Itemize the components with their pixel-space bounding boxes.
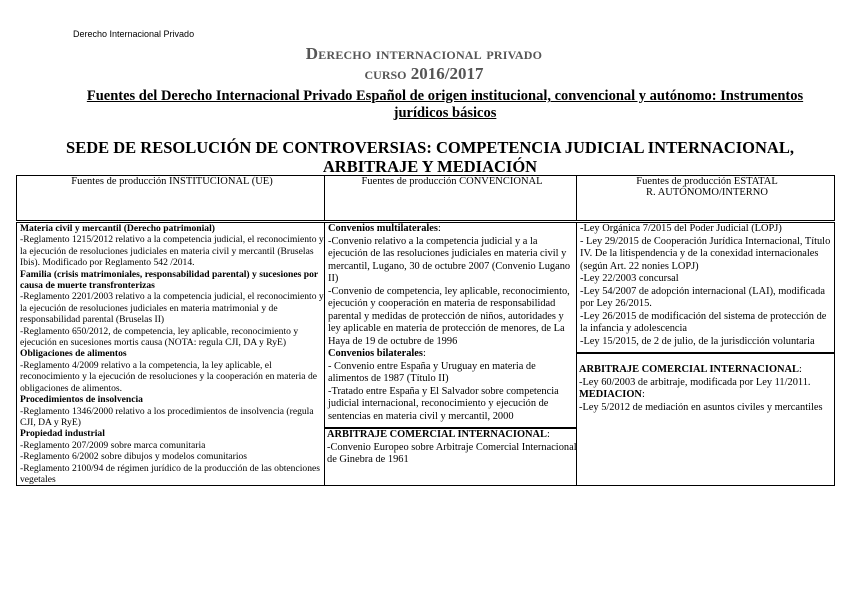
heading-mediacion: MEDIACION — [579, 389, 642, 400]
table-header-row — [17, 176, 835, 222]
list-item: -Ley Orgánica 7/2015 del Poder Judicial (LOPJ) — [580, 223, 782, 234]
list-item: -Reglamento 2100/94 de régimen jurídico de la producción de las obtenciones vegetales — [20, 462, 320, 485]
list-item: - Ley 29/2015 de Cooperación Jurídica Internacional, Título IV. De la litispendencia y de la conexidad internacionales (según Art. 22 nonies LOPJ) — [580, 235, 831, 272]
list-item: -Reglamento 1346/2000 relativo a los procedimientos de insolvencia (regula CJI, DA y RyE) — [20, 405, 314, 428]
column-header-estatal — [577, 176, 835, 222]
document-subtitle: Fuentes del Derecho Internacional Privado Español de origen institucional, convencional y autónomo: Instrumentos jurídicos básicos — [86, 88, 804, 121]
arbitraje-block — [324, 427, 577, 467]
heading-propiedad-industrial: Propiedad industrial — [20, 428, 105, 440]
list-item: -Reglamento 207/2009 sobre marca comunitaria — [20, 439, 206, 451]
list-item: -Reglamento 2201/2003 relativo a la competencia judicial, el reconocimiento y la ejecución de resoluciones judiciales en materia matrimonial y de responsabilidad parental (Bruselas II) — [20, 291, 324, 326]
running-header: Derecho Internacional Privado — [73, 29, 195, 39]
table-body-row — [17, 222, 835, 486]
section-title: SEDE DE RESOLUCIÓN DE CONTROVERSIAS: COMPETENCIA JUDICIAL INTERNACIONAL, ARBITRAJE Y MEDIACIÓN — [66, 138, 794, 176]
column-header-convencional: Fuentes de producción CONVENCIONAL — [325, 176, 577, 222]
list-item: -Ley 15/2015, de 2 de julio, de la jurisdicción voluntaria — [580, 335, 815, 347]
heading-arbitraje-line — [327, 429, 577, 442]
cell-estatal — [577, 222, 835, 486]
list-item: -Reglamento 6/2002 sobre dibujos y modelos comunitarios — [20, 451, 248, 463]
list-item: -Ley 22/2003 concursal — [580, 273, 679, 284]
list-item: -Tratado entre España y El Salvador sobre competencia judicial internacional, reconocimiento y ejecución de sentencias en materia civil y mercantil, 2000 — [328, 385, 559, 422]
heading-familia: Familia (crisis matrimoniales, responsabilidad parental) y sucesiones por causa de muerte transfronterizas — [20, 268, 318, 292]
colon: : — [437, 223, 441, 234]
cell-convencional — [325, 222, 577, 486]
list-item: -Ley 60/2003 de arbitraje, modificada por Ley 11/2011. — [579, 376, 811, 388]
list-item: -Reglamento 650/2012, de competencia, ley aplicable, reconocimiento y ejecución en sucesiones mortis causa (NOTA: regula CJI, DA y RyE) — [20, 325, 299, 349]
heading-arbitraje-line — [579, 364, 835, 377]
heading-insolvencia: Procedimientos de insolvencia — [20, 394, 143, 406]
sources-table — [16, 175, 835, 486]
colon: : — [422, 348, 426, 359]
cell-institucional — [17, 222, 325, 486]
course-year: curso 2016/2017 — [364, 64, 484, 83]
list-item: -Ley 26/2015 de modificación del sistema de protección de la infancia y adolescencia — [580, 310, 827, 334]
list-item: -Reglamento 1215/2012 relativo a la competencia judicial, el reconocimiento y la ejecución de resoluciones judiciales en materia civil y mercantil (Bruselas Ibis). Modificado por Reglamento 542 /2014. — [20, 234, 324, 269]
list-item: -Reglamento 4/2009 relativo a la competencia, la ley aplicable, el reconocimiento y la ejecución de resoluciones y la cooperación en materia de obligaciones de alimentos. — [20, 359, 318, 394]
heading-multilaterales-line — [328, 223, 576, 236]
page-title: Derecho internacional privado — [305, 44, 543, 63]
column-header-estatal-line2: R. AUTÓNOMO/INTERNO — [646, 187, 768, 198]
list-item: -Convenio relativo a la competencia judicial y a la ejecución de las resoluciones judiciales en materia civil y mercantil, Lugano, 30 de octubre 2007 (Convenio Lugano II) — [328, 235, 571, 284]
list-item: -Convenio de competencia, ley aplicable, reconocimiento, ejecución y cooperación en materia de responsabilidad parental y medidas de protección de niños, autoridades y ley aplicable en materia de protección de menores, de La Haya de 19 de octubre de 1996 — [328, 285, 570, 347]
heading-arbitraje: ARBITRAJE COMERCIAL INTERNACIONAL — [579, 364, 799, 375]
colon: : — [641, 389, 645, 400]
column-header-estatal-line1: Fuentes de producción ESTATAL — [636, 176, 778, 187]
heading-multilaterales: Convenios multilaterales — [328, 223, 438, 234]
heading-materia-civil: Materia civil y mercantil (Derecho patrimonial) — [20, 223, 215, 234]
heading-bilaterales-line — [328, 348, 576, 361]
list-item: -Ley 5/2012 de mediación en asuntos civiles y mercantiles — [579, 401, 823, 413]
arbitraje-mediacion-block — [576, 352, 835, 414]
list-item: -Convenio Europeo sobre Arbitraje Comercial Internacional de Ginebra de 1961 — [327, 441, 577, 465]
heading-alimentos: Obligaciones de alimentos — [20, 348, 127, 360]
heading-mediacion-line — [579, 389, 835, 402]
colon: : — [546, 429, 550, 440]
list-item: -Ley 54/2007 de adopción internacional (LAI), modificada por Ley 26/2015. — [580, 285, 825, 309]
colon: : — [798, 364, 802, 375]
column-header-institucional: Fuentes de producción INSTITUCIONAL (UE) — [17, 176, 325, 222]
heading-arbitraje: ARBITRAJE COMERCIAL INTERNACIONAL — [327, 429, 547, 440]
heading-bilaterales: Convenios bilaterales — [328, 348, 423, 359]
list-item: - Convenio entre España y Uruguay en materia de alimentos de 1987 (Título II) — [328, 360, 536, 384]
